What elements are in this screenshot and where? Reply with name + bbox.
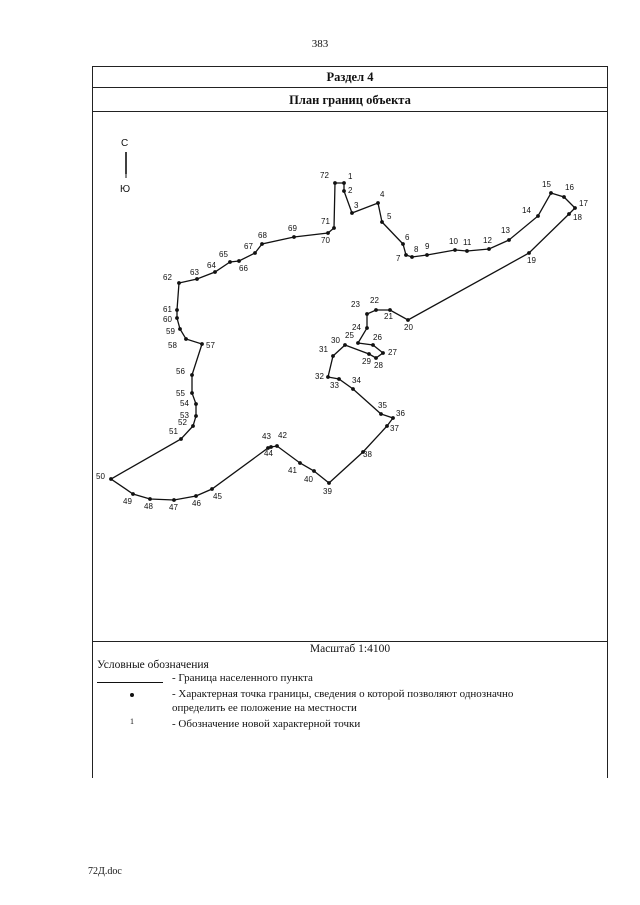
point-label-28: 28 [374, 361, 383, 370]
boundary-point-57 [200, 342, 204, 346]
point-label-68: 68 [258, 231, 267, 240]
boundary-point-65 [228, 260, 232, 264]
boundary-point-64 [213, 270, 217, 274]
point-label-36: 36 [396, 409, 405, 418]
point-label-42: 42 [278, 431, 287, 440]
legend-dot-text: - Характерная точка границы, сведения о которой позволяют однозначно определить ее положение на местности [172, 688, 514, 714]
point-label-24: 24 [352, 323, 361, 332]
compass-north-label: С [121, 138, 129, 149]
boundary-point-72 [333, 181, 337, 185]
point-label-56: 56 [176, 367, 185, 376]
point-label-29: 29 [362, 357, 371, 366]
boundary-point-68 [260, 242, 264, 246]
point-label-49: 49 [123, 497, 132, 506]
boundary-point-56 [190, 373, 194, 377]
boundary-point-47 [172, 498, 176, 502]
boundary-point-27 [381, 351, 385, 355]
page-number: 383 [311, 38, 329, 50]
point-label-6: 6 [405, 233, 410, 242]
boundary-point-12 [487, 247, 491, 251]
point-label-51: 51 [169, 427, 178, 436]
point-label-54: 54 [180, 399, 189, 408]
point-label-62: 62 [163, 273, 172, 282]
boundary-point-42 [275, 444, 279, 448]
point-label-43: 43 [262, 432, 271, 441]
boundary-point-20 [406, 318, 410, 322]
boundary-point-39 [327, 481, 331, 485]
point-label-39: 39 [323, 487, 332, 496]
point-label-11: 11 [463, 238, 472, 247]
point-label-48: 48 [144, 502, 153, 511]
point-label-16: 16 [565, 183, 574, 192]
boundary-point-8 [410, 255, 414, 259]
legend-number-sample: 1 [130, 717, 134, 726]
point-label-45: 45 [213, 492, 222, 501]
point-label-3: 3 [354, 201, 359, 210]
boundary-point-55 [190, 391, 194, 395]
point-label-19: 19 [527, 256, 536, 265]
point-label-53: 53 [180, 411, 189, 420]
boundary-point-45 [210, 487, 214, 491]
boundary-point-28 [374, 356, 378, 360]
point-label-44: 44 [264, 449, 273, 458]
point-label-64: 64 [207, 261, 216, 270]
point-label-34: 34 [352, 376, 361, 385]
point-label-70: 70 [321, 236, 330, 245]
boundary-point-5 [380, 220, 384, 224]
point-label-13: 13 [501, 226, 510, 235]
boundary-point-69 [292, 235, 296, 239]
boundary-point-15 [549, 191, 553, 195]
point-label-1: 1 [348, 172, 353, 181]
boundary-point-1 [342, 181, 346, 185]
point-label-20: 20 [404, 323, 413, 332]
point-label-33: 33 [330, 381, 339, 390]
point-label-47: 47 [169, 503, 178, 512]
point-label-7: 7 [396, 254, 401, 263]
boundary-point-61 [175, 308, 179, 312]
boundary-point-31 [331, 354, 335, 358]
boundary-point-22 [374, 308, 378, 312]
boundary-point-59 [178, 327, 182, 331]
boundary-point-62 [177, 281, 181, 285]
point-label-69: 69 [288, 224, 297, 233]
boundary-point-36 [391, 416, 395, 420]
point-label-37: 37 [390, 424, 399, 433]
point-label-15: 15 [542, 180, 551, 189]
point-label-23: 23 [351, 300, 360, 309]
legend-number-text: - Обозначение новой характерной точки [172, 718, 361, 730]
compass-south-label: Ю [120, 184, 131, 195]
boundary-point-16 [562, 195, 566, 199]
legend-line-text: - Граница населенного пункта [172, 672, 313, 684]
boundary-point-13 [507, 238, 511, 242]
boundary-point-24 [365, 326, 369, 330]
boundary-point-53 [194, 414, 198, 418]
point-label-14: 14 [522, 206, 531, 215]
point-label-5: 5 [387, 212, 392, 221]
scale-divider [92, 641, 608, 642]
point-label-46: 46 [192, 499, 201, 508]
boundary-point-67 [253, 251, 257, 255]
boundary-point-41 [298, 461, 302, 465]
point-label-18: 18 [573, 213, 582, 222]
boundary-point-14 [536, 214, 540, 218]
point-label-9: 9 [425, 242, 430, 251]
point-label-52: 52 [178, 418, 187, 427]
legend-title: Условные обозначения [97, 659, 209, 671]
point-label-12: 12 [483, 236, 492, 245]
point-label-67: 67 [244, 242, 253, 251]
point-label-63: 63 [190, 268, 199, 277]
boundary-point-7 [404, 253, 408, 257]
point-label-27: 27 [388, 348, 397, 357]
point-label-35: 35 [378, 401, 387, 410]
boundary-point-63 [195, 277, 199, 281]
plan-title: План границ объекта [92, 88, 608, 112]
boundary-point-50 [109, 477, 113, 481]
point-label-22: 22 [370, 296, 379, 305]
point-label-38: 38 [363, 450, 372, 459]
point-label-72: 72 [320, 171, 329, 180]
point-label-10: 10 [449, 237, 458, 246]
boundary-point-54 [194, 402, 198, 406]
boundary-point-11 [465, 249, 469, 253]
point-label-55: 55 [176, 389, 185, 398]
point-label-21: 21 [384, 312, 393, 321]
boundary-point-25 [356, 341, 360, 345]
point-label-58: 58 [168, 341, 177, 350]
boundary-point-26 [371, 343, 375, 347]
point-label-40: 40 [304, 475, 313, 484]
boundary-point-34 [351, 387, 355, 391]
boundary-point-35 [379, 412, 383, 416]
boundary-point-58 [184, 337, 188, 341]
boundary-point-2 [342, 189, 346, 193]
boundary-point-9 [425, 253, 429, 257]
boundary-point-18 [567, 212, 571, 216]
boundary-point-3 [350, 211, 354, 215]
boundary-point-48 [148, 497, 152, 501]
boundary-point-60 [175, 316, 179, 320]
point-label-17: 17 [579, 199, 588, 208]
boundary-point-4 [376, 201, 380, 205]
boundary-point-49 [131, 492, 135, 496]
point-label-4: 4 [380, 190, 385, 199]
point-label-61: 61 [163, 305, 172, 314]
point-label-30: 30 [331, 336, 340, 345]
point-label-50: 50 [96, 472, 105, 481]
boundary-point-29 [367, 352, 371, 356]
boundary-point-52 [191, 424, 195, 428]
point-label-60: 60 [163, 315, 172, 324]
point-label-57: 57 [206, 341, 215, 350]
point-label-31: 31 [319, 345, 328, 354]
boundary-points [96, 171, 588, 512]
point-label-59: 59 [166, 327, 175, 336]
boundary-point-6 [401, 242, 405, 246]
boundary-point-71 [332, 226, 336, 230]
boundary-point-19 [527, 251, 531, 255]
point-label-41: 41 [288, 466, 297, 475]
point-label-32: 32 [315, 372, 324, 381]
point-label-25: 25 [345, 331, 354, 340]
boundary-point-23 [365, 312, 369, 316]
point-label-8: 8 [414, 245, 419, 254]
point-label-2: 2 [348, 186, 353, 195]
boundary-point-10 [453, 248, 457, 252]
scale-label: Масштаб 1:4100 [309, 643, 391, 655]
point-label-65: 65 [219, 250, 228, 259]
boundary-point-46 [194, 494, 198, 498]
point-label-26: 26 [373, 333, 382, 342]
boundary-point-70 [326, 231, 330, 235]
boundary-point-51 [179, 437, 183, 441]
boundary-point-32 [326, 375, 330, 379]
point-label-71: 71 [321, 217, 330, 226]
boundary-point-17 [573, 206, 577, 210]
boundary-point-40 [312, 469, 316, 473]
section-title: Раздел 4 [92, 66, 608, 88]
boundary-point-37 [385, 424, 389, 428]
footer-filename: 72Д.doc [88, 866, 122, 877]
boundary-point-66 [237, 259, 241, 263]
boundary-point-30 [343, 343, 347, 347]
point-label-66: 66 [239, 264, 248, 273]
